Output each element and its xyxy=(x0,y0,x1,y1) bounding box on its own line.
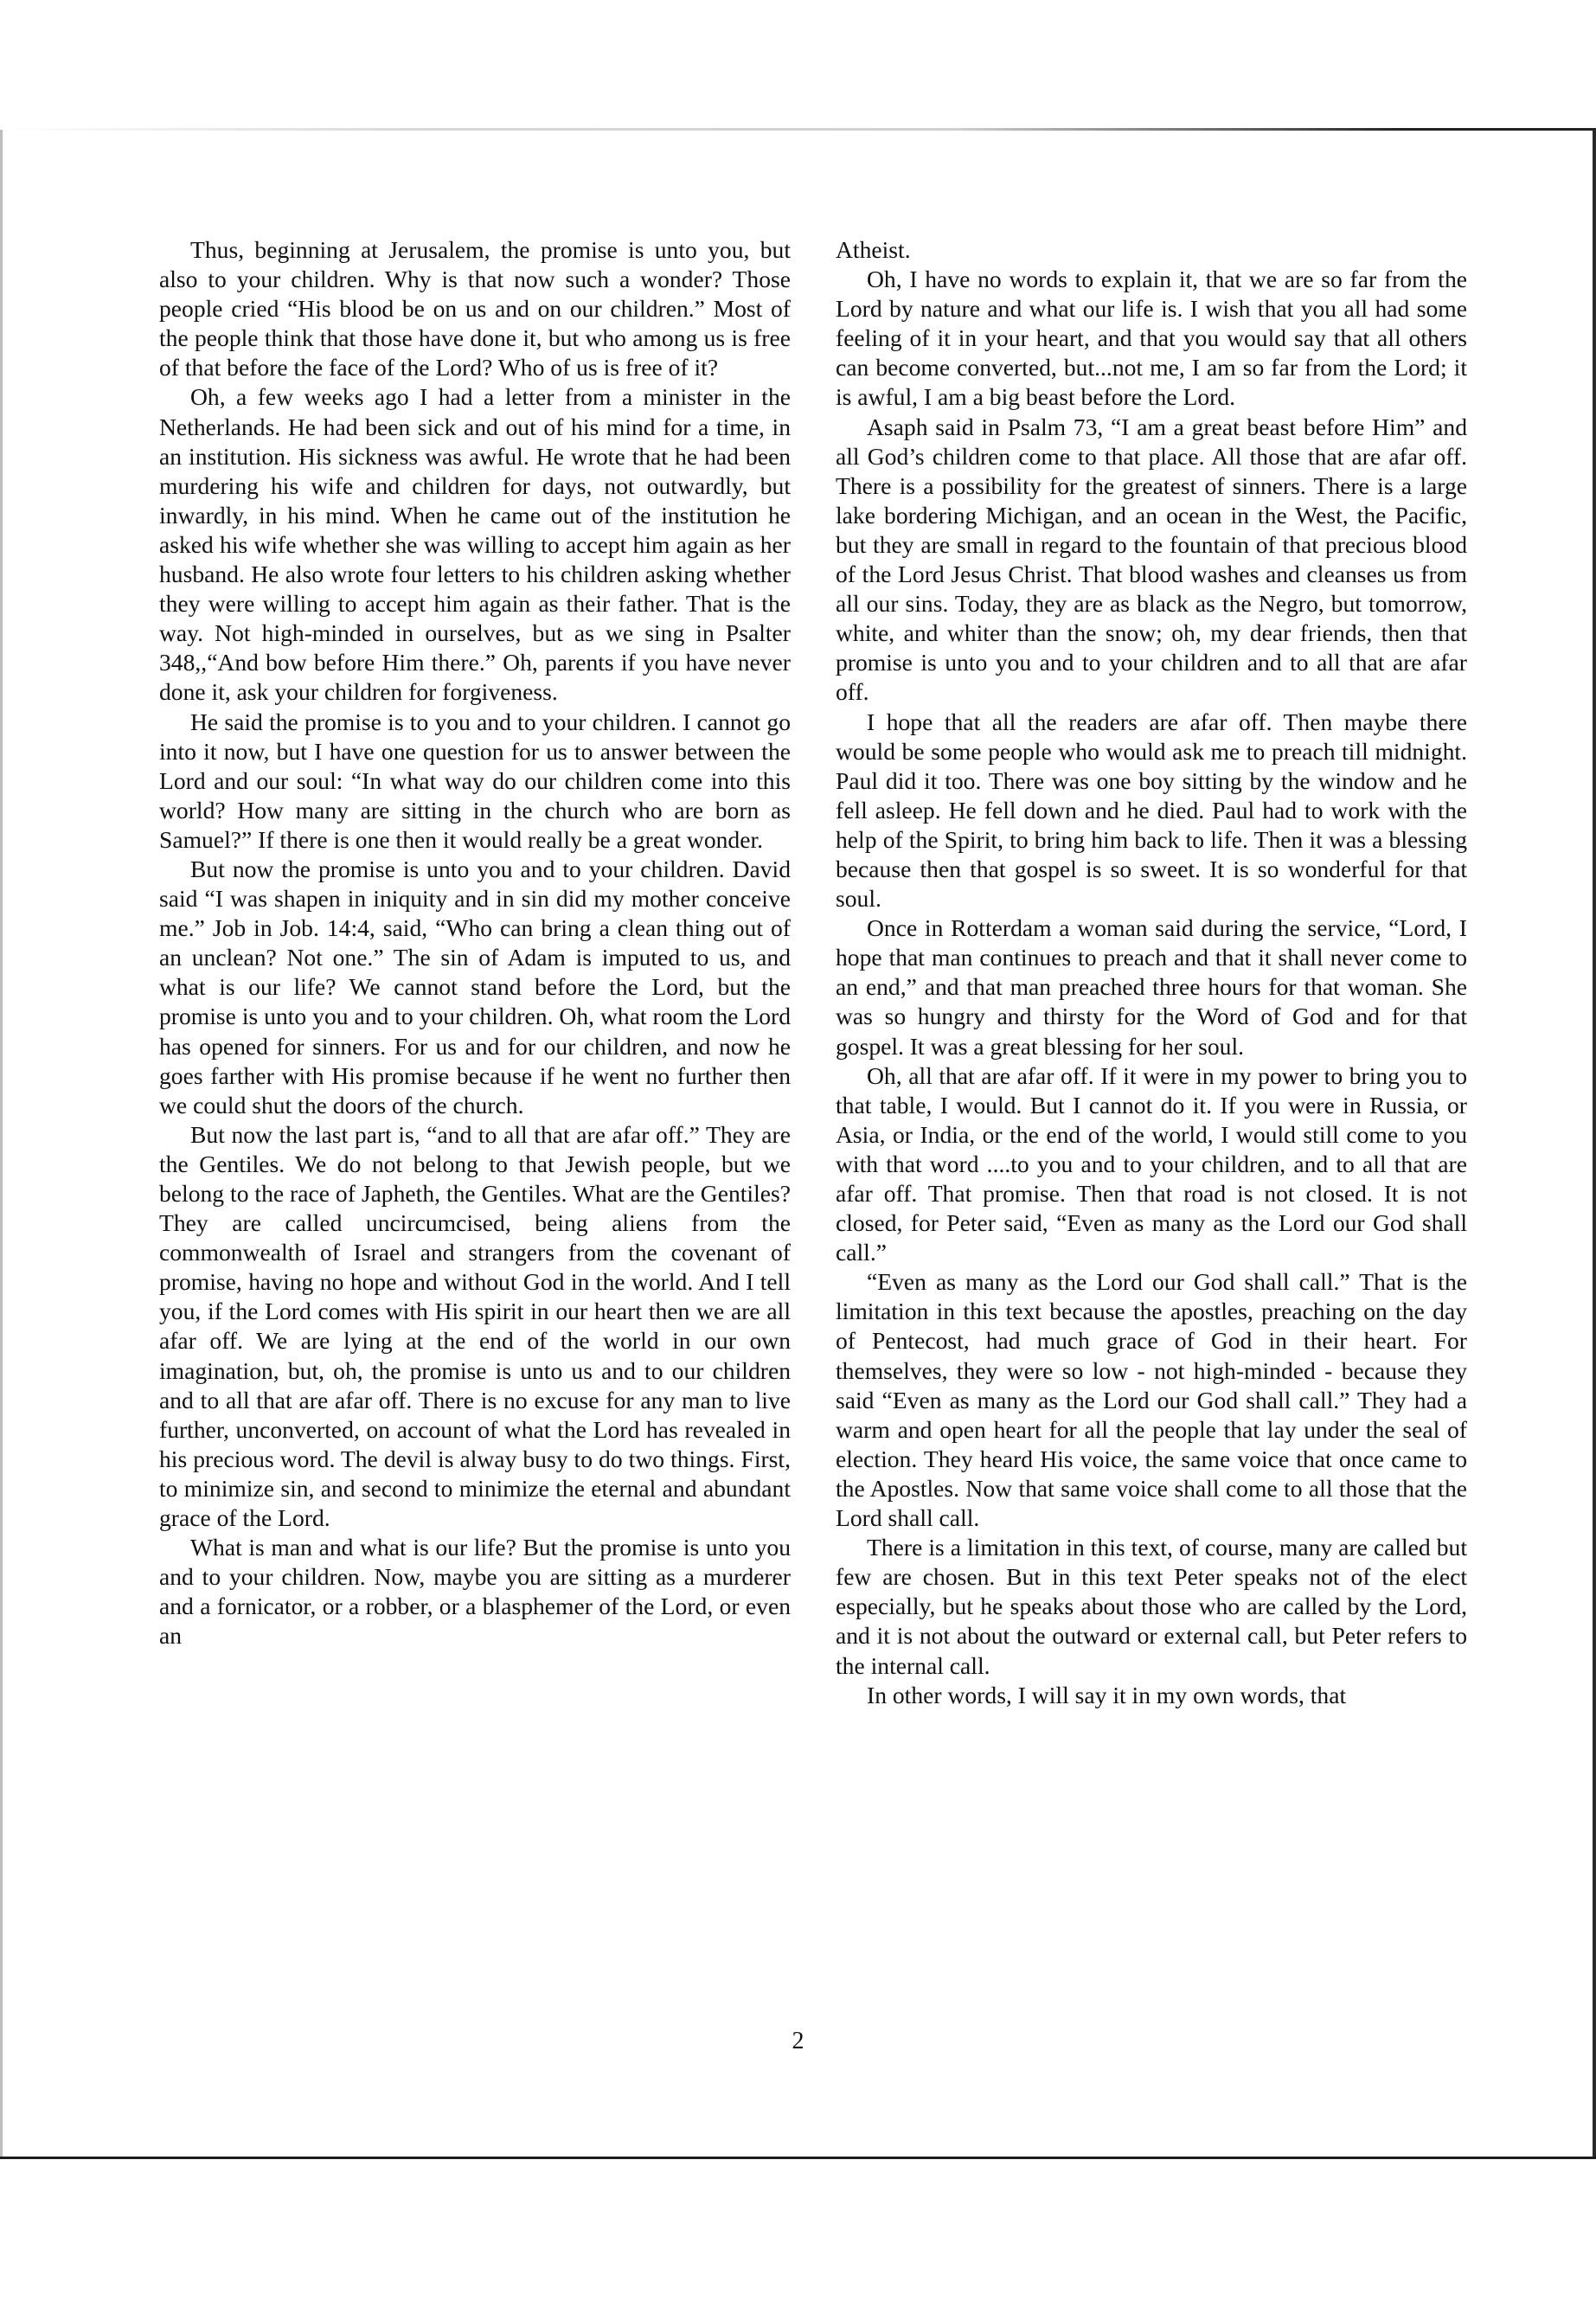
right-column xyxy=(836,235,1467,1710)
paragraph: “Even as many as the Lord our God shall call.” That is the limitation in this text because the apostles, preaching on the day of Pentecost, had much grace of God in their heart. For themselves, they were so low - not high-minded - because they said “Even as many as the Lord our God shall call.” They had a warm and open heart for all the people that lay under the seal of election. They heard His voice, the same voice that once came to the Apostles. Now that same voice shall come to all those that the Lord shall call. xyxy=(836,1268,1467,1532)
paragraph: What is man and what is our life? But the promise is unto you and to your children. Now, maybe you are sitting as a murderer and a fornicator, or a robber, or a blasphemer of the Lord, or even an xyxy=(159,1534,791,1650)
paragraph-continuation: Atheist. xyxy=(836,236,911,263)
scan-edge-right xyxy=(1593,130,1596,2158)
scan-edge-top xyxy=(0,128,1596,131)
paragraph: Oh, all that are afar off. If it were in my power to bring you to that table, I would. But I cannot do it. If you were in Russia, or Asia, or India, or the end of the world, I would still come to you with that word ....to you and to your children, and to all that are afar off. That promise. Then that road is not closed. It is not closed, for Peter said, “Even as many as the Lord our God shall call.” xyxy=(836,1061,1467,1266)
paragraph: There is a limitation in this text, of course, many are called but few are chosen. But in this text Peter speaks not of the elect especially, but he speaks about those who are called by the Lord, and it is not about the outward or external call, but Peter refers to the internal call. xyxy=(836,1534,1467,1679)
paragraph: But now the promise is unto you and to your children. David said “I was shapen in iniquity and in sin did my mother conceive me.” Job in Job. 14:4, said, “Who can bring a clean thing out of an unclean? Not one.” The sin of Adam is imputed to us, and what is our life? We cannot stand before the Lord, but the promise is unto you and to your children. Oh, what room the Lord has opened for sinners. For us and for our children, and now he goes farther with His promise because if he went no further then we could shut the doors of the church. xyxy=(159,855,791,1118)
paragraph: Oh, a few weeks ago I had a letter from a minister in the Netherlands. He had been sick and out of his mind for a time, in an institution. His sickness was awful. He wrote that he had been murdering his wife and children for days, not outwardly, but inwardly, in his mind. When he came out of the institution he asked his wife whether she was willing to accept him again as her husband. He also wrote four letters to his children asking whether they were willing to accept him again as their father. That is the way. Not high-minded in ourselves, but as we sing in Psalter 348,,“And bow before Him there.” Oh, parents if you have never done it, ask your children for forgiveness. xyxy=(159,383,791,706)
paragraph: Asaph said in Psalm 73, “I am a great beast before Him” and all God’s children come to that place. All those that are afar off. There is a possibility for the greatest of sinners. There is a large lake bordering Michigan, and an ocean in the West, the Pacific, but they are small in regard to the fountain of that precious blood of the Lord Jesus Christ. That blood washes and cleanses us from all our sins. Today, they are as black as the Negro, but tomorrow, white, and whiter than the snow; oh, my dear friends, then that promise is unto you and to your children and to all that are afar off. xyxy=(836,413,1467,706)
paragraph: I hope that all the readers are afar off. Then maybe there would be some people who would ask me to preach till midnight. Paul did it too. There was one boy sitting by the window and he fell asleep. He fell down and he died. Paul had to work with the help of the Spirit, to bring him back to life. Then it was a blessing because then that gospel is so sweet. It is so wonderful for that soul. xyxy=(836,708,1467,913)
page-number: 2 xyxy=(792,2028,804,2054)
paragraph: Thus, beginning at Jerusalem, the promise is unto you, but also to your children. Why is that now such a wonder? Those people cried “His blood be on us and on our children.” Most of the people think that those have done it, but who among us is free of that before the face of the Lord? Who of us is free of it? xyxy=(159,236,791,381)
paragraph: But now the last part is, “and to all that are afar off.” They are the Gentiles. We do not belong to that Jewish people, but we belong to the race of Japheth, the Gentiles. What are the Gentiles? They are called uncircumcised, being aliens from the commonwealth of Israel and strangers from the covenant of promise, having no hope and without God in the world. And I tell you, if the Lord comes with His spirit in our heart then we are all afar off. We are lying at the end of the world in our own imagination, but, oh, the promise is unto us and to our children and to all that are afar off. There is no excuse for any man to live further, unconverted, on account of what the Lord has revealed in his precious word. The devil is alway busy to do two things. First, to minimize sin, and second to minimize the eternal and abundant grace of the Lord. xyxy=(159,1120,791,1532)
scan-edge-bottom xyxy=(0,2157,1596,2159)
paragraph: Oh, I have no words to explain it, that we are so far from the Lord by nature and what our life is. I wish that you all had some feeling of it in your heart, and that you would say that all others can become converted, but...not me, I am so far from the Lord; it is awful, I am a big beast before the Lord. xyxy=(836,266,1467,411)
left-column xyxy=(159,235,791,1651)
paragraph: He said the promise is to you and to your children. I cannot go into it now, but I have one question for us to answer between the Lord and our soul: “In what way do our children come into this world? How many are sitting in the church who are born as Samuel?” If there is one then it would really be a great wonder. xyxy=(159,708,791,853)
paragraph: Once in Rotterdam a woman said during the service, “Lord, I hope that man continues to preach and that it shall never come to an end,” and that man preached three hours for that woman. She was so hungry and thirsty for the Word of God and for that gospel. It was a great blessing for her soul. xyxy=(836,914,1467,1060)
scan-edge-left xyxy=(0,130,3,2158)
paragraph: In other words, I will say it in my own words, that xyxy=(867,1681,1347,1708)
